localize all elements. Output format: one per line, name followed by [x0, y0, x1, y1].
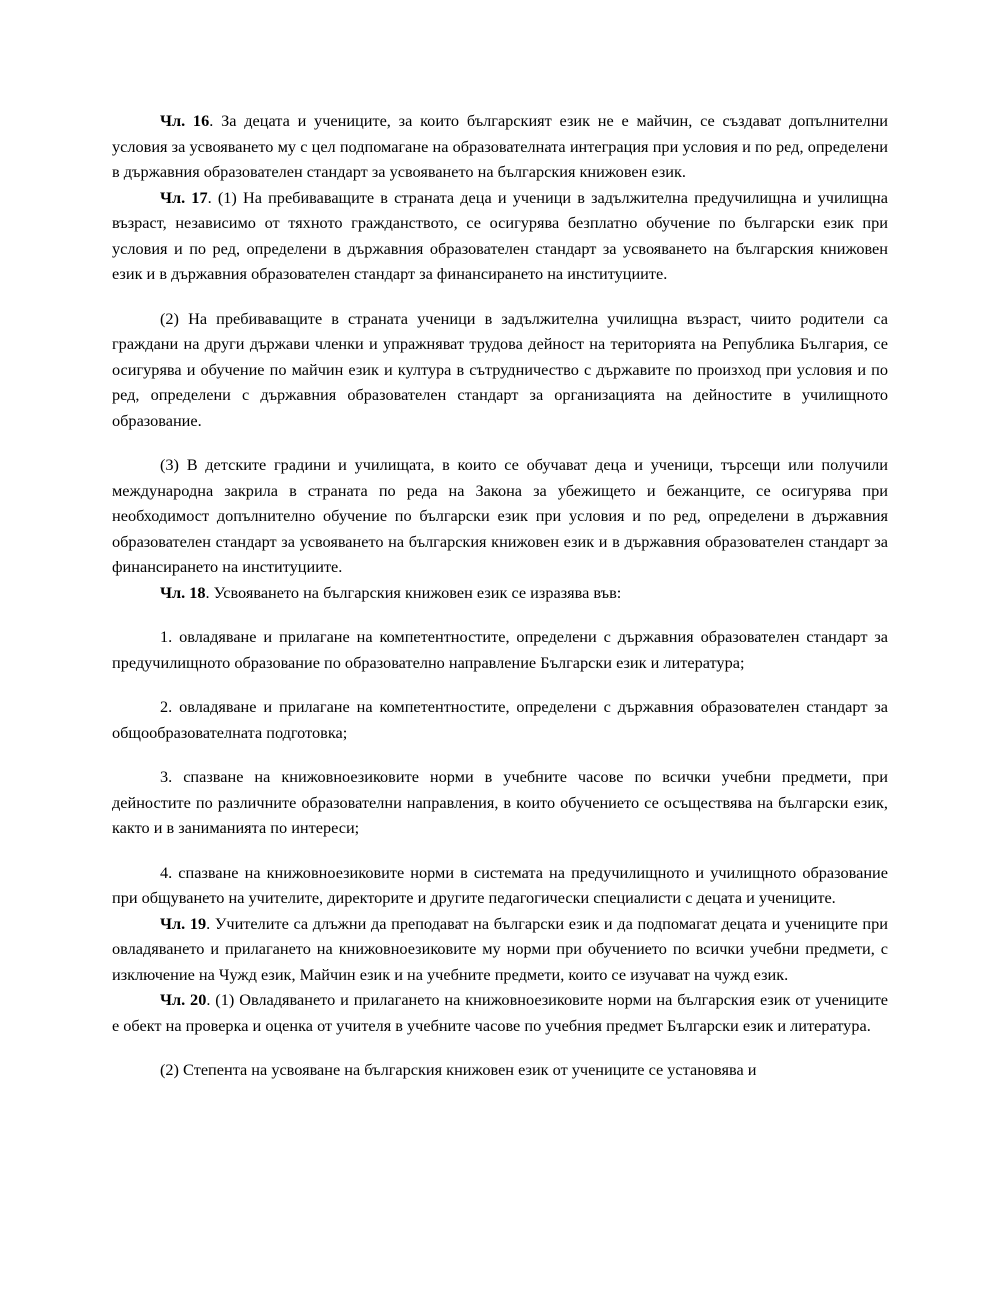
paragraph-text: (2) Степента на усвояване на българския книжовен език от учениците се установява и: [160, 1060, 757, 1079]
article-number: Чл. 20: [160, 990, 207, 1009]
paragraph-text: 2. овладяване и прилагане на компетентностите, определени с държавния образователен стандарт за общообразователната подготовка;: [112, 697, 888, 742]
paragraph-text: 1. овладяване и прилагане на компетентностите, определени с държавния образователен стандарт за предучилищното образование по образователно направление Български език и литература;: [112, 627, 888, 672]
paragraph-text: (3) В детските градини и училищата, в които се обучават деца и ученици, търсещи или получили международна закрила в страната по реда на Закона за убежището и бежанците, се осигурява при необходимост допълнително обучение по български език при условия и по ред, определени в държавния образователен стандарт за усвояването на българския книжовен език и в държавния образователен стандарт за финансирането на институциите.: [112, 455, 888, 576]
paragraph-text: 4. спазване на книжовноезиковите норми в системата на предучилищното и училищното образование при общуването на учителите, директорите и другите педагогически специалисти с децата и учениците.: [112, 862, 888, 907]
paragraph-chl-18-item-4: [112, 860, 888, 911]
paragraph-chl-17-2: [112, 306, 888, 434]
paragraph-chl-18-item-2: [112, 694, 888, 745]
paragraph-text: . За децата и учениците, за които българският език не е майчин, се създават допълнителни условия за усвояването му с цел подпомагане на образователната интеграция при условия и по ред, определени в държавния образователен стандарт за усвояването на българския книжовен език.: [112, 111, 888, 181]
article-number: Чл. 19: [160, 913, 207, 933]
paragraph-text: 3. спазване на книжовноезиковите норми в учебните часове по всички учебни предмети, при дейностите по различните образователни направления, в които обучението се осъществява на български език, както и в заниманията по интереси;: [112, 767, 888, 837]
article-number: Чл. 17: [160, 187, 208, 207]
paragraph-chl-18-item-1: [112, 624, 888, 675]
paragraph-chl-17-1: [112, 185, 888, 287]
article-number: Чл. 18: [160, 582, 206, 602]
paragraph-text: . Учителите са длъжни да преподават на български език и да подпомагат децата и учениците при овладяването и прилагането на книжовноезиковите му норми при обучението по всички учебни предмети, с изключение на Чужд език, Майчин език и на учебните предмети, които се изучават на чужд език.: [112, 913, 888, 984]
paragraph-chl-20-1: [112, 987, 888, 1038]
paragraph-chl-20-2: [112, 1057, 888, 1083]
paragraph-chl-18: [112, 580, 888, 606]
paragraph-text: . (1) На пребиваващите в страната деца и ученици в задължителна предучилищна и училищна възраст, независимо от тяхното гражданството, се осигурява безплатно обучение по български език при условия и по ред, определени в държавния образователен стандарт за усвояването на българския книжовен език и в държавния образователен стандарт за финансирането на институциите.: [112, 187, 888, 283]
paragraph-chl-16: [112, 108, 888, 185]
paragraph-chl-19: [112, 911, 888, 988]
paragraph-chl-18-item-3: [112, 764, 888, 841]
paragraph-chl-17-3: [112, 452, 888, 580]
article-number: Чл. 16: [160, 111, 210, 130]
paragraph-text: (2) На пребиваващите в страната ученици в задължителна училищна възраст, чиито родители са граждани на други държави членки и упражняват трудова дейност на територията на Република България, се осигурява и обучение по майчин език и култура в сътрудничество с държавите по произход при условия и по ред, определени с държавния образователен стандарт за организацията на дейностите в училищното образование.: [112, 308, 888, 430]
paragraph-text: . (1) Овладяването и прилагането на книжовноезиковите норми на българския език от учениците е обект на проверка и оценка от учителя в учебните часове по учебния предмет Български език и литература.: [112, 990, 888, 1035]
paragraph-text: . Усвояването на българския книжовен език се изразява във:: [205, 582, 622, 602]
document-body: [112, 108, 888, 1083]
